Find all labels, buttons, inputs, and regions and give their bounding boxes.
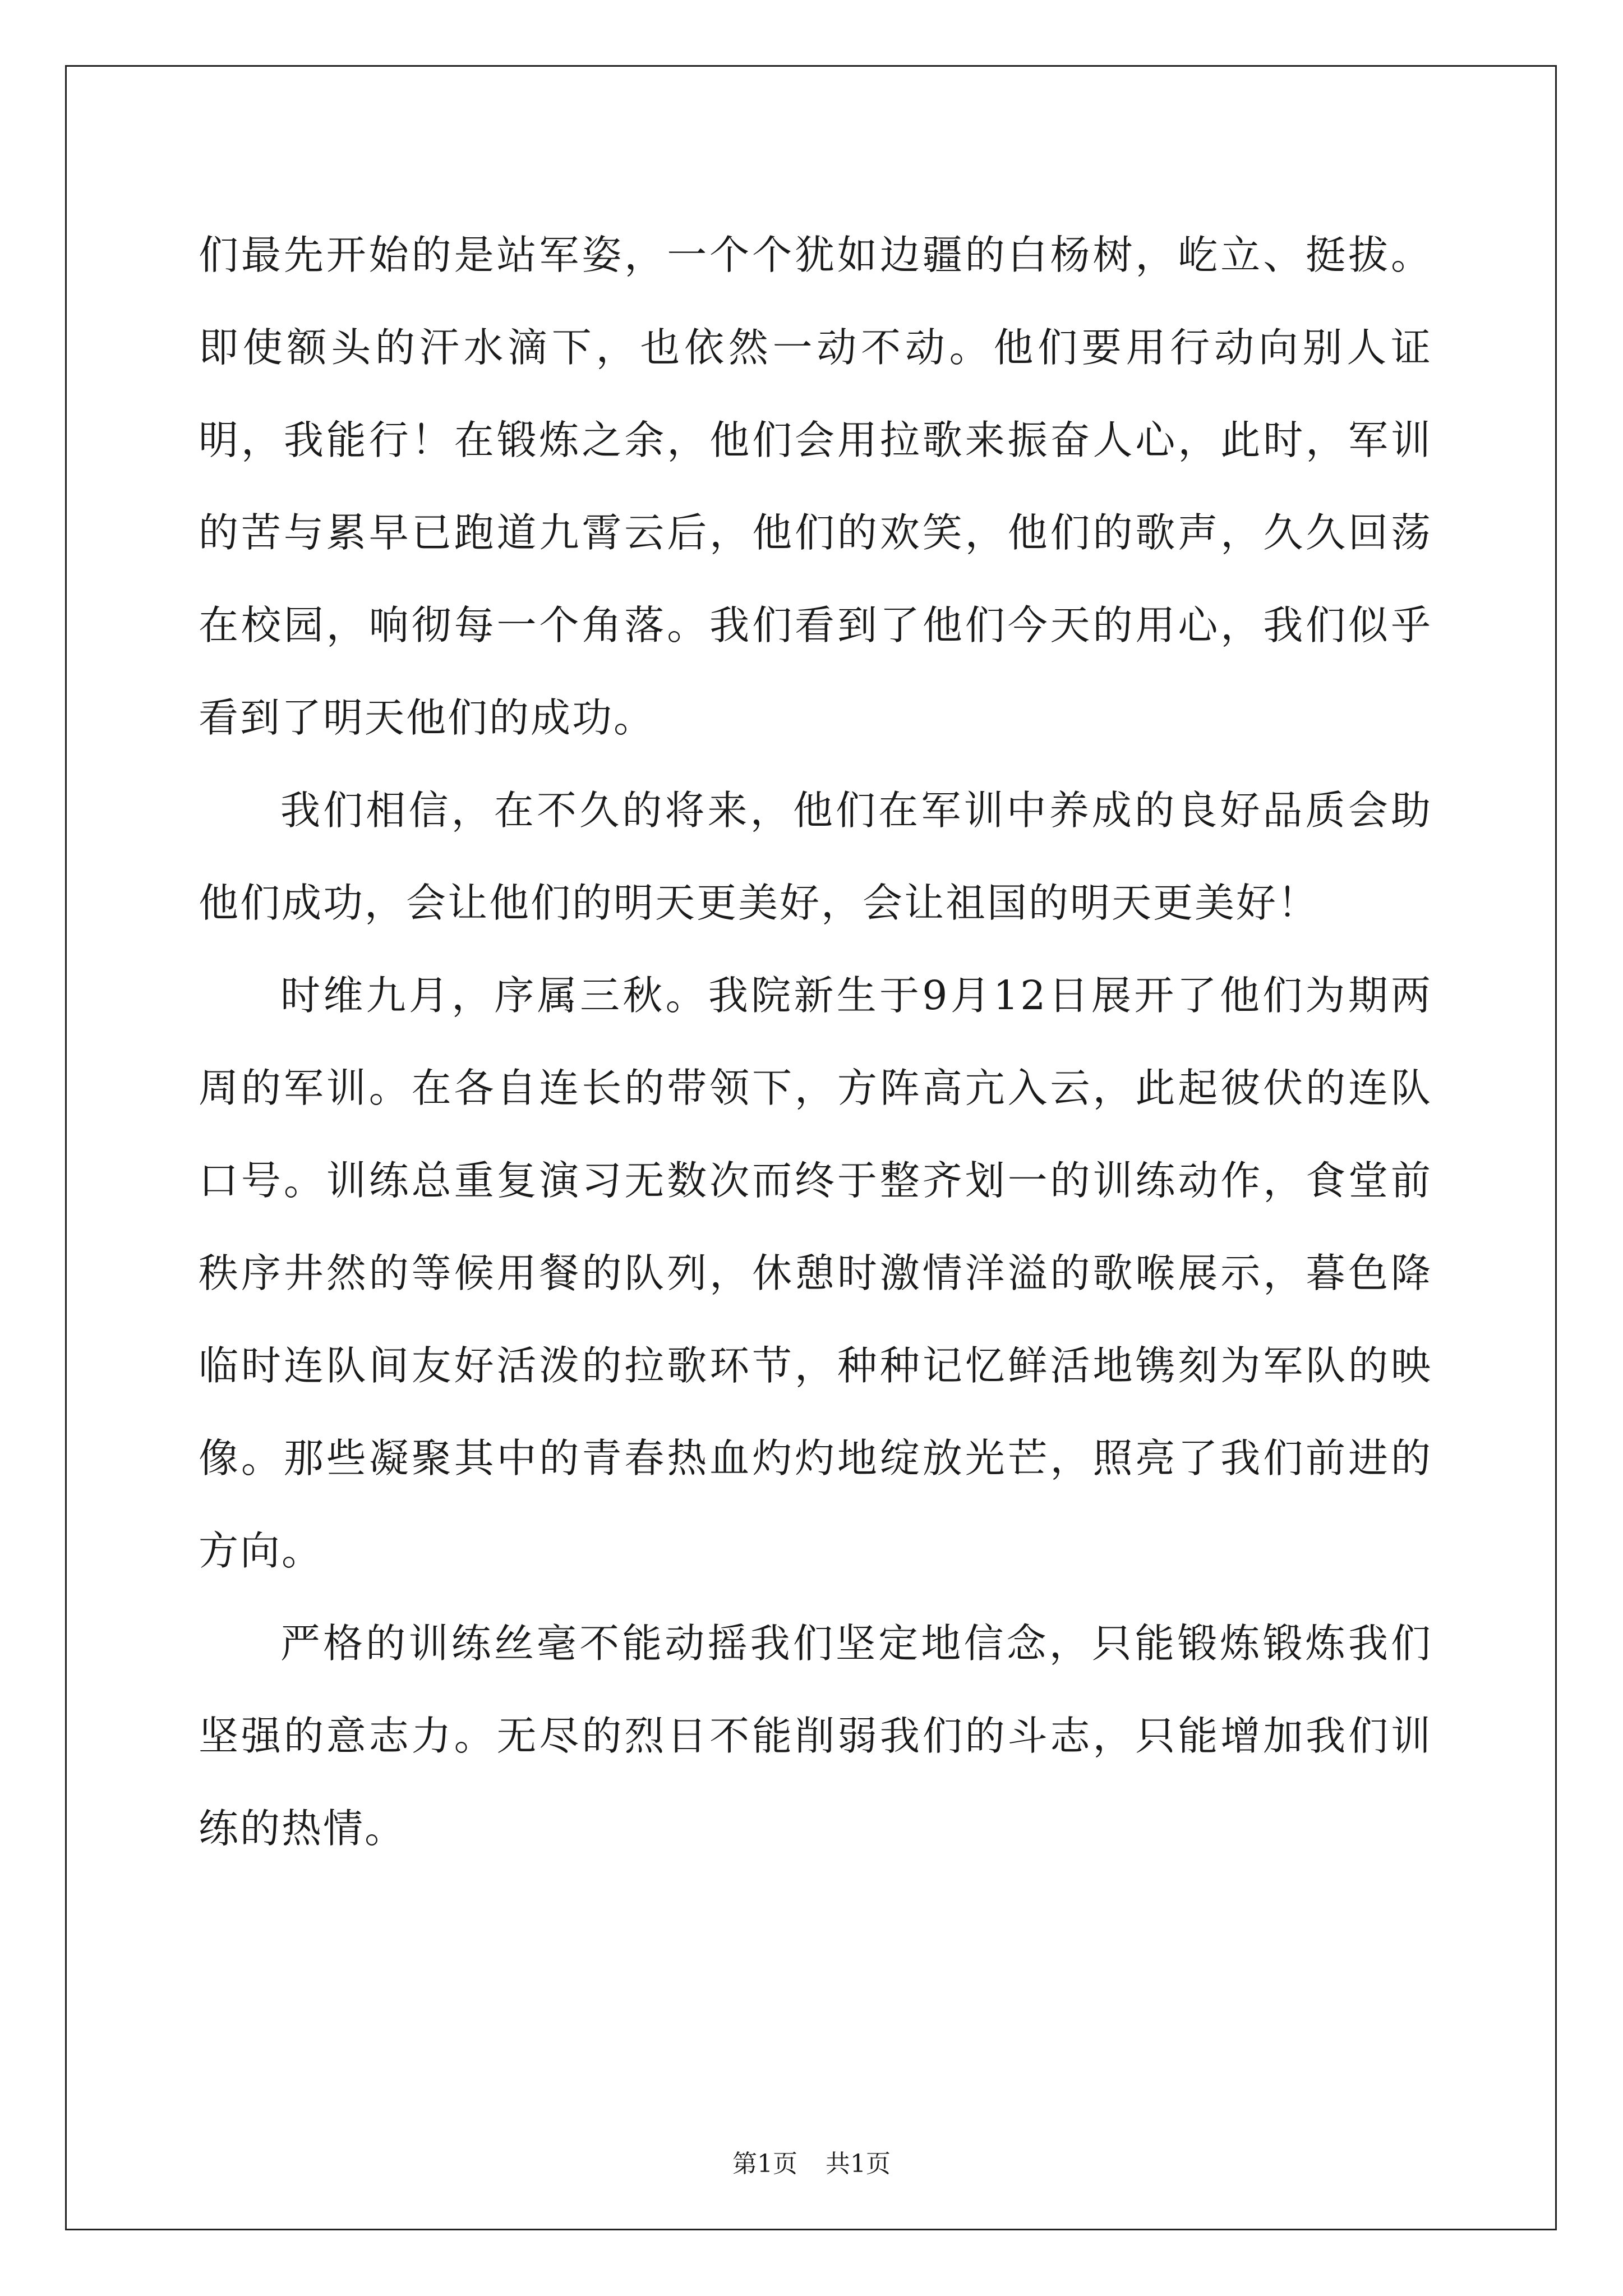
page-total: 共1页 (826, 2150, 891, 2178)
page-footer (0, 2147, 1623, 2181)
document-body (199, 209, 1432, 1875)
paragraph-2: 我们相信，在不久的将来，他们在军训中养成的良好品质会助他们成功，会让他们的明天更美好，会让祖国的明天更美好！ (199, 787, 1432, 926)
page-number: 第1页 (732, 2150, 797, 2178)
paragraph-3: 时维九月，序属三秋。我院新生于9月12日展开了他们为期两周的军训。在各自连长的带领下，方阵高亢入云，此起彼伏的连队口号。训练总重复演习无数次而终于整齐划一的训练动作，食堂前秩序井然的等候用餐的队列，休憩时激情洋溢的歌喉展示，暮色降临时连队间友好活泼的拉歌环节，种种记忆鲜活地镌刻为军队的映像。那些凝聚其中的青春热血灼灼地绽放光芒，照亮了我们前进的方向。 (199, 972, 1432, 1574)
paragraph-4: 严格的训练丝毫不能动摇我们坚定地信念，只能锻炼锻炼我们坚强的意志力。无尽的烈日不能削弱我们的斗志，只能增加我们训练的热情。 (199, 1620, 1432, 1852)
paragraph-1: 们最先开始的是站军姿，一个个犹如边疆的白杨树，屹立、挺拔。即使额头的汗水滴下，也依然一动不动。他们要用行动向别人证明，我能行！在锻炼之余，他们会用拉歌来振奋人心，此时，军训的苦与累早已跑道九霄云后，他们的欢笑，他们的歌声，久久回荡在校园，响彻每一个角落。我们看到了他们今天的用心，我们似乎看到了明天他们的成功。 (199, 232, 1432, 741)
